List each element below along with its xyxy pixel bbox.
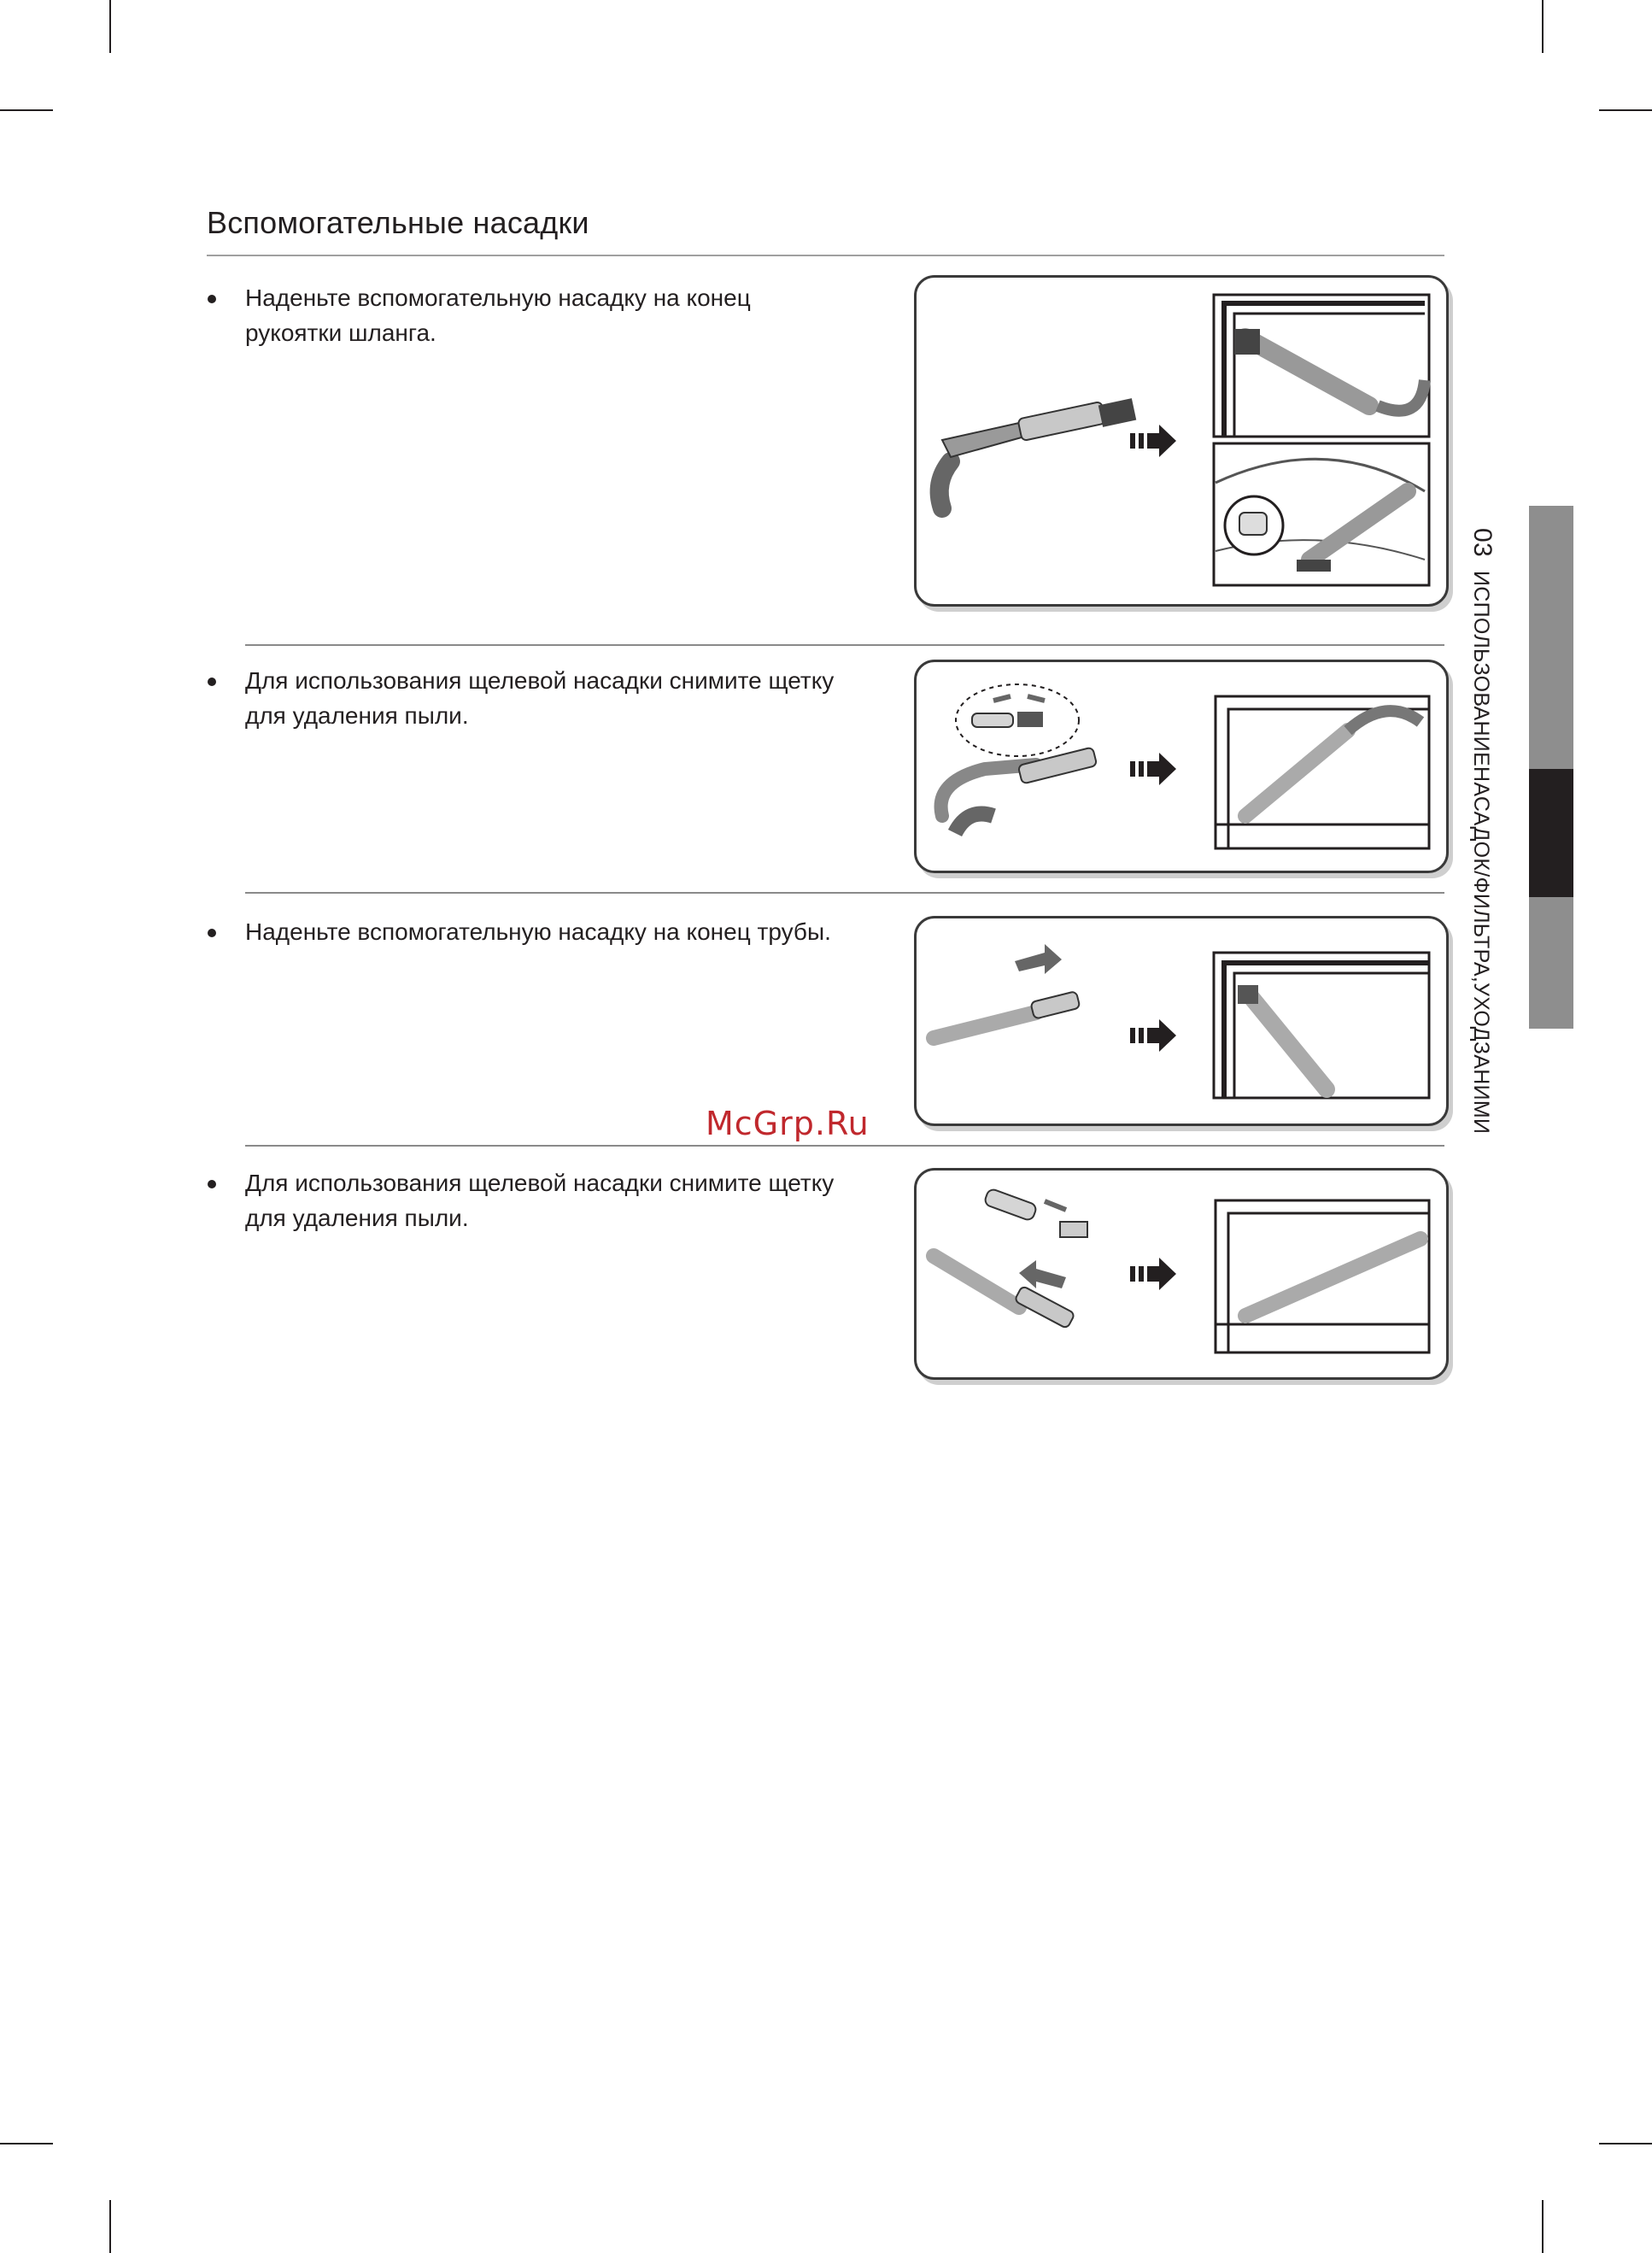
- bullet: [208, 929, 216, 937]
- bullet: [208, 295, 216, 303]
- crop-mark: [0, 2143, 53, 2144]
- side-tab-label: [1467, 528, 1497, 1134]
- step-3-illustration: [914, 916, 1449, 1126]
- bullet: [208, 1180, 216, 1188]
- crop-mark: [109, 0, 111, 53]
- step-1-illustration: [914, 275, 1449, 607]
- step-4-drawing: [917, 1171, 1446, 1377]
- side-tab: [1529, 506, 1573, 1029]
- step-3-drawing: [917, 918, 1446, 1124]
- chapter-number: 03: [1468, 528, 1497, 557]
- chapter-title: ИСПОЛЬЗОВАНИЕНАСАДОК/ФИЛЬТРА,УХОДЗАНИМИ: [1469, 570, 1493, 1135]
- crop-mark: [1599, 2143, 1652, 2144]
- title-divider: [207, 255, 1444, 256]
- step-1-drawing: [917, 278, 1446, 604]
- step-4-text: Для использования щелевой насадки снимите щетку для удаления пыли.: [245, 1170, 835, 1231]
- section-divider: [245, 1145, 1444, 1147]
- side-tab-active: [1529, 769, 1573, 897]
- step-2-drawing: [917, 662, 1446, 871]
- crop-mark: [109, 2200, 111, 2253]
- section-divider: [245, 644, 1444, 646]
- step-2-text: Для использования щелевой насадки снимите щетку для удаления пыли.: [245, 667, 835, 729]
- step-2-illustration: [914, 660, 1449, 873]
- crop-mark: [1542, 0, 1544, 53]
- bullet: [208, 678, 216, 686]
- step-4-illustration: [914, 1168, 1449, 1380]
- page-title: Вспомогательные насадки: [207, 205, 589, 240]
- crop-mark: [1599, 109, 1652, 111]
- step-1-text: Наденьте вспомогательную насадку на конец рукоятки шланга.: [245, 285, 751, 346]
- section-divider: [245, 892, 1444, 894]
- step-3-text: Наденьте вспомогательную насадку на конец трубы.: [245, 918, 831, 945]
- watermark: McGrp.Ru: [706, 1105, 870, 1142]
- crop-mark: [0, 109, 53, 111]
- crop-mark: [1542, 2200, 1544, 2253]
